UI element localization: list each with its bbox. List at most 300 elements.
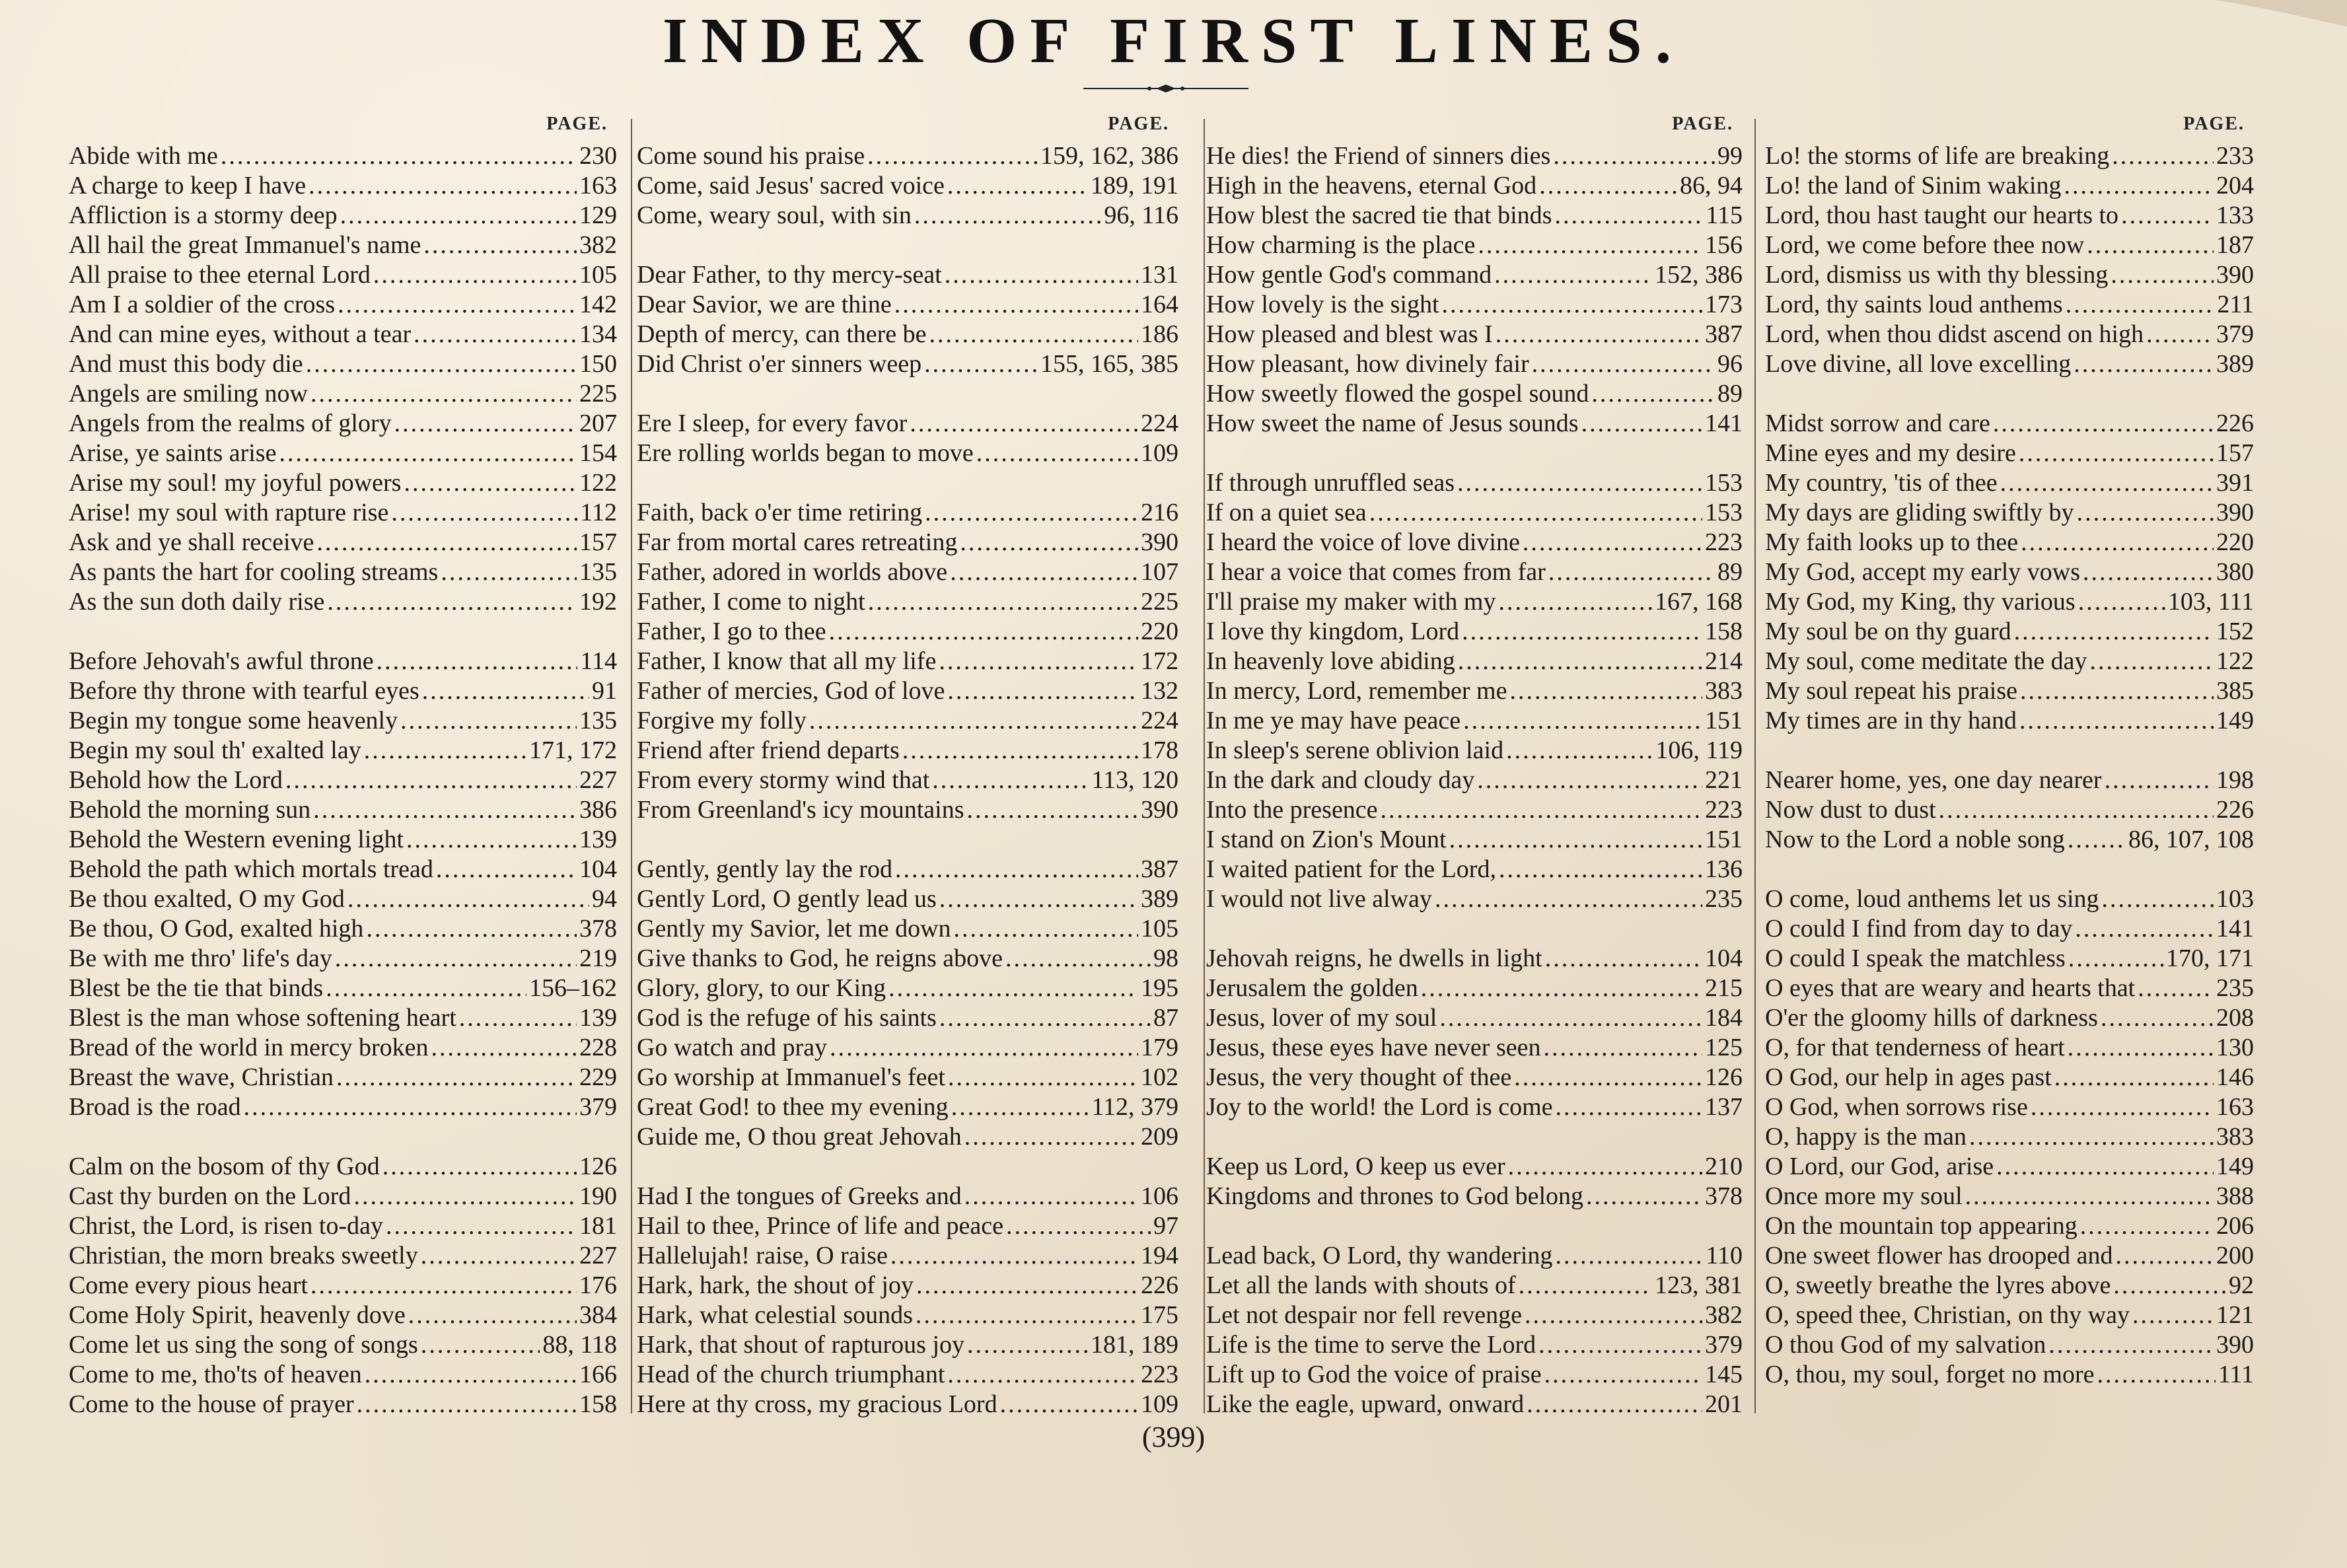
- entry-first-line: Christ, the Lord, is risen to-day: [69, 1212, 383, 1240]
- entry-page-number: 164: [1141, 291, 1178, 318]
- index-entry: [1206, 171, 1743, 201]
- entry-page-number: 179: [1141, 1034, 1178, 1061]
- entry-first-line: Depth of mercy, can there be: [637, 320, 927, 348]
- index-entry: [69, 260, 617, 290]
- leader-dots: [1442, 290, 1702, 320]
- entry-page-number: 109: [1141, 1390, 1178, 1418]
- index-entry: [69, 498, 617, 528]
- entry-first-line: Keep us Lord, O keep us ever: [1206, 1153, 1505, 1180]
- entry-first-line: If on a quiet sea: [1206, 499, 1367, 526]
- leader-dots: [2112, 141, 2214, 171]
- entry-page-number: 210: [1705, 1153, 1743, 1180]
- index-entry: [69, 736, 617, 766]
- index-entry: [69, 647, 617, 676]
- entry-page-number: 158: [1705, 618, 1743, 645]
- leader-dots: [1965, 1182, 2214, 1211]
- leader-dots: [306, 349, 577, 379]
- index-entry: [1765, 557, 2254, 587]
- index-entry: [69, 974, 617, 1003]
- entry-page-number: 126: [1705, 1063, 1743, 1091]
- index-entry: [1206, 1241, 1743, 1271]
- entry-page-number: 178: [1141, 736, 1178, 764]
- entry-first-line: Behold the path which mortals tread: [69, 855, 433, 883]
- entry-first-line: O'er the gloomy hills of darkness: [1765, 1004, 2098, 1032]
- index-entry: [637, 855, 1178, 884]
- index-entry: [637, 141, 1178, 171]
- leader-dots: [340, 201, 577, 231]
- entry-first-line: Faith, back o'er time retiring: [637, 499, 923, 526]
- entry-page-number: 383: [1705, 677, 1743, 705]
- entry-first-line: O, sweetly breathe the lyres above: [1765, 1271, 2111, 1299]
- leader-dots: [1939, 795, 2214, 825]
- index-entry: [69, 1271, 617, 1301]
- leader-dots: [976, 439, 1138, 468]
- entry-page-number: 131: [1141, 261, 1178, 289]
- entry-first-line: Jesus, these eyes have never seen: [1206, 1034, 1541, 1061]
- leader-dots: [1463, 706, 1702, 736]
- leader-dots: [1494, 260, 1652, 290]
- entry-first-line: Be with me thro' life's day: [69, 944, 332, 972]
- entry-page-number: 192: [579, 588, 617, 616]
- entry-first-line: All hail the great Immanuel's name: [69, 231, 421, 259]
- index-entry: [69, 557, 617, 587]
- index-entry: [1206, 1330, 1743, 1360]
- leader-dots: [895, 855, 1138, 884]
- leader-dots: [964, 1182, 1138, 1211]
- entry-first-line: O God, our help in ages past: [1765, 1063, 2052, 1091]
- entry-page-number: 106, 119: [1655, 736, 1743, 764]
- index-entry: [1206, 647, 1743, 676]
- entry-first-line: Go watch and pray: [637, 1034, 828, 1061]
- entry-first-line: Broad is the road: [69, 1093, 241, 1121]
- entry-page-number: 163: [2216, 1093, 2254, 1121]
- leader-dots: [1969, 1122, 2214, 1152]
- entry-page-number: 220: [1141, 618, 1178, 645]
- index-entry: [1206, 587, 1743, 617]
- leader-dots: [431, 1033, 577, 1063]
- index-entry: [69, 884, 617, 914]
- entry-page-number: 386: [579, 796, 617, 824]
- leader-dots: [1544, 1360, 1702, 1390]
- entry-page-number: 390: [1141, 528, 1178, 556]
- index-entry: [1765, 825, 2254, 855]
- index-entry: [69, 1330, 617, 1360]
- entry-first-line: A charge to keep I have: [69, 172, 307, 199]
- entry-first-line: My days are gliding swiftly by: [1765, 499, 2074, 526]
- leader-dots: [2080, 1211, 2214, 1241]
- entry-page-number: 107: [1141, 558, 1178, 586]
- leader-dots: [1548, 557, 1715, 587]
- leader-dots: [966, 795, 1138, 825]
- entry-page-number: 159, 162, 386: [1040, 142, 1178, 170]
- entry-first-line: Let not despair nor fell revenge: [1206, 1301, 1522, 1329]
- leader-dots: [925, 498, 1138, 528]
- entry-first-line: Friend after friend departs: [637, 736, 900, 764]
- leader-dots: [404, 468, 577, 498]
- entry-first-line: Guide me, O thou great Jehovah: [637, 1123, 962, 1151]
- leader-dots: [1555, 1241, 1703, 1271]
- entry-first-line: Now to the Lord a noble song: [1765, 826, 2065, 853]
- index-entry: [69, 1033, 617, 1063]
- leader-dots: [1527, 1390, 1702, 1419]
- index-entry: [637, 1390, 1178, 1419]
- index-entry: [1206, 528, 1743, 557]
- leader-dots: [221, 141, 577, 171]
- index-entry: [1765, 795, 2254, 825]
- entry-first-line: My God, accept my early vows: [1765, 558, 2080, 586]
- leader-dots: [2019, 439, 2214, 468]
- entry-page-number: 152: [2216, 618, 2254, 645]
- entry-first-line: Lo! the storms of life are breaking: [1765, 142, 2110, 170]
- leader-dots: [2068, 1033, 2214, 1063]
- entry-page-number: 153: [1705, 499, 1743, 526]
- leader-dots: [394, 409, 577, 439]
- entry-page-number: 378: [1705, 1182, 1743, 1210]
- leader-dots: [1523, 528, 1702, 557]
- index-entry: [1765, 320, 2254, 349]
- leader-dots: [244, 1092, 577, 1122]
- leader-dots: [1435, 884, 1702, 914]
- entry-page-number: 141: [2216, 915, 2254, 943]
- entry-first-line: He dies! the Friend of sinners dies: [1206, 142, 1551, 170]
- entry-first-line: Be thou exalted, O my God: [69, 885, 345, 913]
- entry-page-number: 166: [579, 1361, 617, 1388]
- index-entry: [1765, 676, 2254, 706]
- leader-dots: [1538, 1330, 1702, 1360]
- leader-dots: [947, 171, 1088, 201]
- entry-page-number: 139: [579, 1004, 617, 1032]
- leader-dots: [2068, 944, 2163, 974]
- entry-first-line: O, happy is the man: [1765, 1123, 1967, 1151]
- entry-page-number: 87: [1153, 1004, 1178, 1032]
- entry-first-line: How gentle God's command: [1206, 261, 1492, 289]
- leader-dots: [1543, 1033, 1702, 1063]
- index-entry: [637, 1330, 1178, 1360]
- entry-page-number: 390: [2216, 499, 2254, 526]
- index-entry: [1765, 1211, 2254, 1241]
- leader-dots: [408, 1301, 577, 1330]
- entry-page-number: 109: [1141, 439, 1178, 467]
- leader-dots: [421, 1330, 540, 1360]
- entry-page-number: 200: [2216, 1242, 2254, 1269]
- entry-page-number: 390: [2216, 1331, 2254, 1359]
- entry-page-number: 167, 168: [1655, 588, 1743, 616]
- leader-dots: [2146, 320, 2214, 349]
- entry-first-line: Did Christ o'er sinners weep: [637, 350, 922, 378]
- entry-first-line: Behold the Western evening light: [69, 826, 404, 853]
- index-entry: [1206, 557, 1743, 587]
- entry-first-line: Jesus, lover of my soul: [1206, 1004, 1437, 1032]
- entry-first-line: I would not live alway: [1206, 885, 1432, 913]
- index-entry: [637, 1003, 1178, 1033]
- leader-dots: [1591, 379, 1715, 409]
- leader-dots: [2048, 1330, 2214, 1360]
- entry-page-number: 204: [2216, 172, 2254, 199]
- entry-first-line: Behold the morning sun: [69, 796, 311, 824]
- entry-page-number: 172: [1141, 647, 1178, 675]
- index-entry: [69, 944, 617, 974]
- index-entry: [1765, 171, 2254, 201]
- index-entry: [69, 231, 617, 260]
- index-entry: [1206, 617, 1743, 647]
- index-entry: [637, 498, 1178, 528]
- entry-first-line: Kingdoms and thrones to God belong: [1206, 1182, 1584, 1210]
- entry-first-line: Come to me, tho'ts of heaven: [69, 1361, 362, 1388]
- leader-dots: [950, 557, 1138, 587]
- entry-first-line: Be thou, O God, exalted high: [69, 915, 364, 943]
- index-entry: [1765, 1033, 2254, 1063]
- index-entry: [1765, 528, 2254, 557]
- entry-page-number: 388: [2216, 1182, 2254, 1210]
- entry-first-line: My faith looks up to thee: [1765, 528, 2019, 556]
- index-entry: [1206, 855, 1743, 884]
- entry-first-line: Jehovah reigns, he dwells in light: [1206, 944, 1542, 972]
- entry-page-number: 86, 94: [1680, 172, 1743, 199]
- leader-dots: [373, 260, 577, 290]
- entry-first-line: How sweet the name of Jesus sounds: [1206, 410, 1579, 437]
- entry-page-number: 387: [1141, 855, 1178, 883]
- leader-dots: [2054, 1063, 2214, 1092]
- entry-first-line: I waited patient for the Lord,: [1206, 855, 1496, 883]
- entry-page-number: 383: [2216, 1123, 2254, 1151]
- entry-page-number: 133: [2216, 201, 2254, 229]
- index-entry: [637, 617, 1178, 647]
- entry-page-number: 201: [1705, 1390, 1743, 1418]
- entry-first-line: Arise my soul! my joyful powers: [69, 469, 402, 497]
- entry-first-line: Dear Savior, we are thine: [637, 291, 892, 318]
- leader-dots: [1499, 855, 1702, 884]
- leader-dots: [939, 647, 1138, 676]
- entry-first-line: How pleased and blest was I: [1206, 320, 1493, 348]
- entry-first-line: Angels from the realms of glory: [69, 410, 392, 437]
- index-entry: [1765, 1360, 2254, 1390]
- leader-dots: [2111, 260, 2214, 290]
- entry-page-number: 122: [579, 469, 617, 497]
- entry-page-number: 227: [579, 1242, 617, 1269]
- leader-dots: [422, 676, 589, 706]
- entry-first-line: Lord, thou hast taught our hearts to: [1765, 201, 2119, 229]
- entry-first-line: Father, I know that all my life: [637, 647, 937, 675]
- leader-dots: [1449, 825, 1702, 855]
- index-entry: [637, 766, 1178, 795]
- index-entry: [1206, 468, 1743, 498]
- entry-page-number: 227: [579, 766, 617, 794]
- entry-page-number: 149: [2216, 707, 2254, 734]
- entry-first-line: From Greenland's icy mountains: [637, 796, 964, 824]
- entry-first-line: Before thy throne with tearful eyes: [69, 677, 419, 705]
- leader-dots: [939, 1003, 1151, 1033]
- entry-first-line: As pants the hart for cooling streams: [69, 558, 439, 586]
- index-entry: [1206, 1003, 1743, 1033]
- entry-page-number: 175: [1141, 1301, 1178, 1329]
- entry-first-line: Father, adored in worlds above: [637, 558, 948, 586]
- leader-dots: [1005, 944, 1151, 974]
- index-entry: [69, 766, 617, 795]
- entry-page-number: 111: [2218, 1361, 2254, 1388]
- entry-first-line: In sleep's serene oblivion laid: [1206, 736, 1504, 764]
- index-entry: [1206, 141, 1743, 171]
- leader-dots: [423, 231, 577, 260]
- index-entry: [1765, 587, 2254, 617]
- index-entry: [637, 587, 1178, 617]
- index-entry: [1206, 1301, 1743, 1330]
- leader-dots: [1000, 1390, 1138, 1419]
- entry-page-number: 94: [592, 885, 617, 913]
- leader-dots: [829, 617, 1138, 647]
- entry-page-number: 103: [2216, 885, 2254, 913]
- entry-first-line: O eyes that are weary and hearts that: [1765, 974, 2136, 1002]
- entry-first-line: Blest be the tie that binds: [69, 974, 324, 1002]
- index-entry: [69, 141, 617, 171]
- index-entry: [69, 201, 617, 231]
- entry-page-number: 104: [579, 855, 617, 883]
- index-entry: [69, 439, 617, 468]
- index-entry: [1765, 974, 2254, 1003]
- entry-first-line: My times are in thy hand: [1765, 707, 2017, 734]
- leader-dots: [1993, 409, 2214, 439]
- entry-first-line: My soul repeat his praise: [1765, 677, 2018, 705]
- entry-page-number: 126: [579, 1153, 617, 1180]
- entry-first-line: I heard the voice of love divine: [1206, 528, 1520, 556]
- leader-dots: [809, 706, 1138, 736]
- entry-page-number: 145: [1705, 1361, 1743, 1388]
- entry-first-line: Ere rolling worlds began to move: [637, 439, 974, 467]
- leader-dots: [364, 736, 526, 766]
- leader-dots: [1514, 1063, 1702, 1092]
- index-entry: [1765, 766, 2254, 795]
- entry-first-line: As the sun doth daily rise: [69, 588, 325, 616]
- entry-first-line: Arise, ye saints arise: [69, 439, 277, 467]
- index-entry: [1206, 676, 1743, 706]
- entry-first-line: Lo! the land of Sinim waking: [1765, 172, 2062, 199]
- index-entry: [1765, 290, 2254, 320]
- leader-dots: [2097, 1360, 2216, 1390]
- leader-dots: [2105, 766, 2214, 795]
- leader-dots: [353, 1182, 577, 1211]
- index-entry: [637, 974, 1178, 1003]
- entry-page-number: 223: [1705, 528, 1743, 556]
- entry-first-line: Ask and ye shall receive: [69, 528, 314, 556]
- entry-page-number: 391: [2216, 469, 2254, 497]
- leader-dots: [421, 1241, 577, 1271]
- index-entry: [1206, 349, 1743, 379]
- index-entry: [637, 944, 1178, 974]
- entry-page-number: 389: [2216, 350, 2254, 378]
- entry-first-line: On the mountain top appearing: [1765, 1212, 2077, 1240]
- entry-first-line: Head of the church triumphant: [637, 1361, 945, 1388]
- index-entry: [637, 528, 1178, 557]
- entry-page-number: 190: [579, 1182, 617, 1210]
- leader-dots: [1439, 1003, 1702, 1033]
- leader-dots: [406, 825, 577, 855]
- entry-first-line: Love divine, all love excelling: [1765, 350, 2072, 378]
- leader-dots: [365, 1360, 577, 1390]
- entry-first-line: Lead back, O Lord, thy wandering: [1206, 1242, 1553, 1269]
- leader-dots: [1539, 171, 1677, 201]
- page-column-header: PAGE.: [546, 114, 608, 134]
- entry-first-line: O, for that tenderness of heart: [1765, 1034, 2065, 1061]
- entry-page-number: 103, 111: [2167, 588, 2254, 616]
- entry-page-number: 88, 118: [542, 1331, 617, 1359]
- entry-first-line: How sweetly flowed the gospel sound: [1206, 380, 1589, 408]
- entry-page-number: 112, 379: [1091, 1093, 1178, 1121]
- entry-first-line: Gently, gently lay the rod: [637, 855, 892, 883]
- index-entry: [1765, 914, 2254, 944]
- entry-page-number: 104: [1705, 944, 1743, 972]
- entry-first-line: Father of mercies, God of love: [637, 677, 945, 705]
- entry-page-number: 142: [579, 291, 617, 318]
- index-entry: [69, 706, 617, 736]
- leader-dots: [1525, 1301, 1702, 1330]
- entry-page-number: 112: [580, 499, 617, 526]
- entry-page-number: 92: [2229, 1271, 2254, 1299]
- index-entry: [637, 1301, 1178, 1330]
- entry-first-line: Lord, we come before thee now: [1765, 231, 2085, 259]
- leader-dots: [1554, 201, 1703, 231]
- index-entry: [637, 706, 1178, 736]
- leader-dots: [964, 1122, 1138, 1152]
- leader-dots: [916, 1271, 1138, 1301]
- entry-first-line: One sweet flower has drooped and: [1765, 1242, 2113, 1269]
- entry-first-line: In heavenly love abiding: [1206, 647, 1455, 675]
- entry-first-line: My soul, come meditate the day: [1765, 647, 2087, 675]
- leader-dots: [902, 736, 1138, 766]
- index-entry: [1765, 884, 2254, 914]
- entry-first-line: O God, when sorrows rise: [1765, 1093, 2028, 1121]
- entry-first-line: Once more my soul: [1765, 1182, 1963, 1210]
- page-column-header: PAGE.: [2183, 114, 2245, 134]
- entry-page-number: 184: [1705, 1004, 1743, 1032]
- leader-dots: [951, 1092, 1089, 1122]
- index-entry: [637, 320, 1178, 349]
- entry-page-number: 99: [1717, 142, 1743, 170]
- entry-first-line: Give thanks to God, he reigns above: [637, 944, 1003, 972]
- leader-dots: [1462, 617, 1702, 647]
- entry-first-line: Nearer home, yes, one day nearer: [1765, 766, 2102, 794]
- entry-first-line: And can mine eyes, without a tear: [69, 320, 412, 348]
- entry-page-number: 139: [579, 826, 617, 853]
- entry-first-line: High in the heavens, eternal God: [1206, 172, 1537, 199]
- leader-dots: [357, 1390, 577, 1419]
- leader-dots: [1498, 587, 1652, 617]
- column-rule-3: [1754, 119, 1756, 1413]
- leader-dots: [932, 766, 1089, 795]
- title-ornament: [1083, 83, 1248, 94]
- entry-first-line: Hark, what celestial sounds: [637, 1301, 913, 1329]
- entry-page-number: 225: [1141, 588, 1178, 616]
- entry-page-number: 214: [1705, 647, 1743, 675]
- leader-dots: [2102, 884, 2214, 914]
- entry-page-number: 176: [579, 1271, 617, 1299]
- entry-page-number: 215: [1705, 974, 1743, 1002]
- entry-first-line: Into the presence: [1206, 796, 1378, 824]
- entry-first-line: Jesus, the very thought of thee: [1206, 1063, 1512, 1091]
- index-entry: [637, 260, 1178, 290]
- entry-first-line: I'll praise my maker with my: [1206, 588, 1496, 616]
- leader-dots: [279, 439, 577, 468]
- entry-first-line: My soul be on thy guard: [1765, 618, 2011, 645]
- leader-dots: [2113, 1271, 2226, 1301]
- entry-page-number: 387: [1705, 320, 1743, 348]
- leader-dots: [1996, 1152, 2214, 1182]
- leader-dots: [867, 141, 1038, 171]
- entry-page-number: 384: [579, 1301, 617, 1329]
- index-entry: [1765, 349, 2254, 379]
- entry-first-line: Come every pious heart: [69, 1271, 308, 1299]
- leader-dots: [313, 795, 577, 825]
- index-entry: [637, 409, 1178, 439]
- index-entry: [69, 1152, 617, 1182]
